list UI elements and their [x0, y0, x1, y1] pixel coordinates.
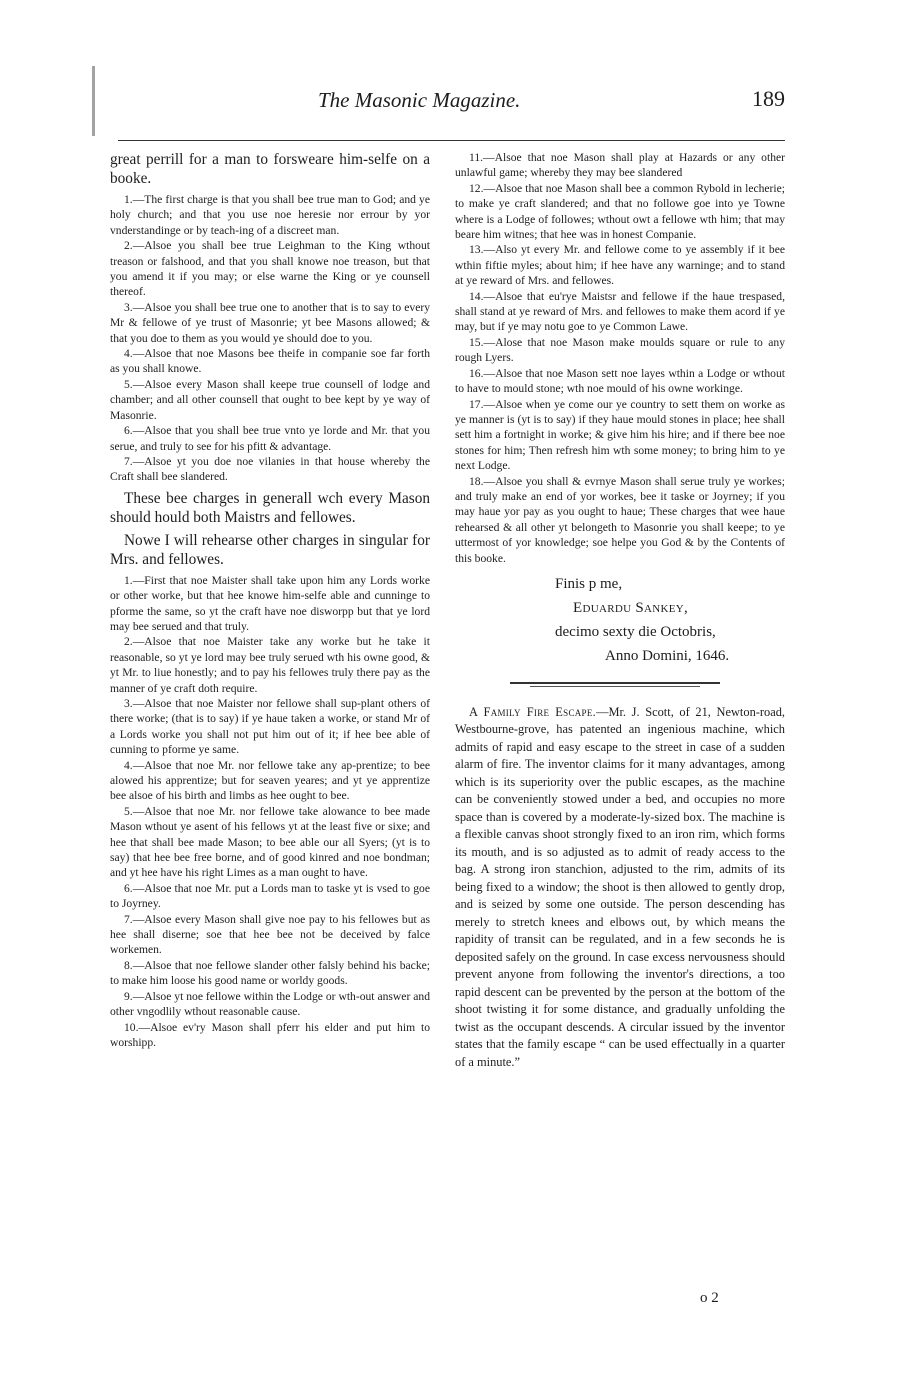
charge-singular-8: 8.—Alsoe that noe fellowe slander other falsly behind his backe; to make him loose his good name or worldy goods.	[110, 958, 430, 988]
article-body: —Mr. J. Scott, of 21, Newton-road, Westbourne-grove, has patented an ingenious machine, which admits of rapid and easy escape to the street in case of a sudden alarm of fire. The inventor claims for it many advantages, among which is its superiority over the public escapes, as the machine can be conveniently stowed under a bed, and occupies no more space than is covered by a moderate-ly-sized box. The machine is a flexible canvas shoot strongly fixed to an iron rim, which forms its mouth, and is so adjusted as to admit of ready access to the bag. A strong iron stanchion, adjusted to the rim, admits of its being fixed to a window; the shoot is then allowed to gently drop, and is seized by some one outside. The person descending has merely to stretch knees and elbows out, by which means the rapidity of transit can be regulated, and in a few seconds he is deposited safely on the ground. In case excess nervousness should prevent anyone from following the inventor's directions, a too rapid descent can be prevented by the person at the bottom of the shoot twisting it for some distance, and gradually unfolding the twist as the occupant descends. A circular issued by the inventor states that the family escape “ can be used effectually in a quarter of a minute.”	[455, 704, 785, 1069]
signature-name: Eduardu Sankey,	[573, 599, 689, 616]
charge-singular-14: 14.—Alsoe that eu'rye Maistsr and fellowe if the haue trespased, shall stand at ye reward of Mrs. and fellowes to make them acord if ye may, but if ye may notu goe to ye Common Lawe.	[455, 289, 785, 334]
charge-singular-6: 6.—Alsoe that noe Mr. put a Lords man to taske yt is vsed to goe to Joyrney.	[110, 881, 430, 911]
section-statement-general: These bee charges in generall wch every Mason should hould both Maistrs and fellowes.	[110, 489, 430, 526]
header-rule	[118, 140, 785, 141]
charge-singular-16: 16.—Alsoe that noe Mason sett noe layes wthin a Lodge or wthout to have to mould stone; wth noe mould of his owne workinge.	[455, 366, 785, 396]
article-heading: A Family Fire Escape.	[469, 704, 597, 719]
charge-general-4: 4.—Alsoe that noe Masons bee theife in companie soe far forth as you shall knowe.	[110, 347, 430, 376]
charge-general-7: 7.—Alsoe yt you doe noe vilanies in that house whereby the Craft shall bee slandered.	[110, 454, 430, 484]
charge-singular-11: 11.—Alsoe that noe Mason shall play at Hazards or any other unlawful game; whereby they may bee slandered	[455, 151, 785, 180]
running-title: The Masonic Magazine.	[318, 88, 521, 112]
signature-finis: Finis p me,	[555, 575, 623, 592]
charge-singular-4: 4.—Alsoe that noe Mr. nor fellowe take any ap-prentize; to bee alowed his apprentize; but for seaven yeares; and yt ye apprentize bee alsoe of his birth and limbs as hee ought to bee.	[110, 758, 430, 803]
paragraph-continuation: great perrill for a man to forsweare him-selfe on a booke.	[110, 151, 430, 187]
charge-singular-3: 3.—Alsoe that noe Maister nor fellowe shall sup-plant others of there worke; (that is to say) if ye haue taken a worke, or stand Mr of a Lords worke you shall not put him out of it; if hee bee able of cunning to pforme ye same.	[110, 696, 430, 757]
charge-general-6: 6.—Alsoe that you shall bee true vnto ye lorde and Mr. that you serue, and truly to see for his pfitt & advantage.	[110, 424, 430, 453]
binding-edge-mark	[92, 66, 95, 136]
charge-singular-18: 18.—Alsoe you shall & evrnye Mason shall serue truly ye workes; and truly make an end of yor workes, bee it taske or Joyrney; if you may haue yor pay as you ought to haue; These charges that wee haue rehearsed & all other yt belongeth to Masonrie you shall keepe; to ye uttermost of yor knowledge; soe helpe you God & by the Contents of this booke.	[455, 474, 785, 565]
charge-general-2: 2.—Alsoe you shall bee true Leighman to the King wthout treason or falshood, and that you shall knowe noe treason, but that you amend it if you may; or else warne the King or ye counsell thereof.	[110, 239, 430, 299]
charge-singular-7: 7.—Alsoe every Mason shall give noe pay to his fellowes but as hee shall diserne; soe that hee bee not be deceived by falce workemen.	[110, 912, 430, 957]
charge-singular-15: 15.—Alose that noe Mason make moulds square or rule to any rough Lyers.	[455, 335, 785, 365]
charge-singular-17: 17.—Alsoe when ye come our ye country to sett them on worke as ye manner is (yt is to say) if they haue mould stones in place; hee shall sett him a fortnight in worke; & give him his hire; and if there bee noe stones for him; Then refresh him wth some money; to bring him to ye next Lodge.	[455, 397, 785, 473]
charge-singular-1: 1.—First that noe Maister shall take upon him any Lords worke or other worke, but that hee knowe him-selfe able and cunninge to pforme the same, so yt the craft have noe disworpp but that ye lord may bee serued and that truly.	[110, 573, 430, 633]
section-divider	[455, 678, 785, 692]
section-statement-singular: Nowe I will rehearse other charges in singular for Mrs. and fellowes.	[110, 531, 430, 568]
charge-general-1: 1.—The first charge is that you shall bee true man to God; and ye holy church; and that you use noe heresie nor errour by yor vnderstandinge or by teach-ing of a discreet man.	[110, 193, 430, 237]
charge-general-5: 5.—Alsoe every Mason shall keepe true counsell of lodge and chamber; and all other counsell that ought to bee kept by ye way of Masonrie.	[110, 377, 430, 422]
charge-singular-13: 13.—Also yt every Mr. and fellowe come to ye assembly if it bee wthin fiftie myles; about him; if hee have any warninge; and to stand at ye reward of Mrs. and fellowes.	[455, 243, 785, 288]
right-column	[455, 150, 785, 1071]
charge-singular-10: 10.—Alsoe ev'ry Mason shall pferr his elder and put him to worshipp.	[110, 1020, 430, 1049]
charge-singular-12: 12.—Alsoe that noe Mason shall bee a common Rybold in lecherie; to make ye craft slandered; and that no followe goe into ye Towne where is a Lodge of followes; wthout owt a fellowe wth him; that may beare him witnes; that hee was in honest Companie.	[455, 181, 785, 242]
fire-escape-article	[455, 704, 785, 1072]
signature-year: Anno Domini, 1646.	[605, 647, 730, 664]
charge-singular-5: 5.—Alsoe that noe Mr. nor fellowe take alowance to bee made Mason wthout ye asent of his fellows yt at the least five or sixe; and hee that shall bee made Mason; to bee able our all Syers; (yt is to say) that hee bee free borne, and of good kinred and noe bondman; and yt hee have his right Limes as a man ought to have.	[110, 804, 430, 880]
charge-singular-2: 2.—Alsoe that noe Maister take any worke but he take it reasonable, so yt ye lord may bee truly serued wth his owne good, & yt Mr. to liue honestly; and to pay his fellowes truly there pay as the manner of ye craft doth require.	[110, 635, 430, 695]
signature-date: decimo sexty die Octobris,	[555, 623, 716, 640]
left-column	[110, 150, 430, 1050]
signature-block	[455, 572, 785, 668]
charge-general-3: 3.—Alsoe you shall bee true one to another that is to say to every Mr & fellowe of ye trust of Masonrie; yt bee Masons allowed; & that you doe to them as you would ye should doe to you.	[110, 300, 430, 345]
signature-folio: o 2	[700, 1290, 719, 1306]
page-header	[118, 82, 785, 122]
charge-singular-9: 9.—Alsoe yt noe fellowe within the Lodge or wth-out answer and other vngodlily wthout reasonable cause.	[110, 989, 430, 1019]
page-number: 189	[752, 86, 785, 111]
